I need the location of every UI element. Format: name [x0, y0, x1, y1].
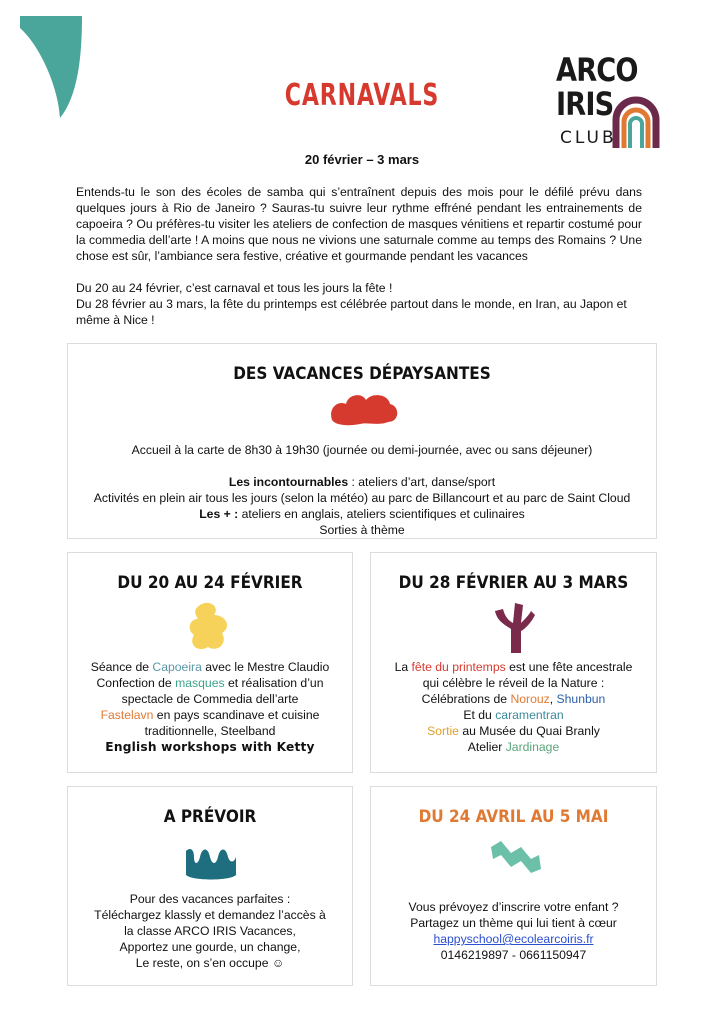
avril-list [371, 899, 656, 963]
contact-phones: 0146219897 - 0661150947 [440, 948, 587, 962]
logo-line-1: ARCO [556, 51, 638, 89]
page-title: CARNAVALS [284, 78, 440, 113]
fete-printemps-highlight: fête du printemps [411, 660, 506, 674]
incontournables-label: Les incontournables [228, 475, 349, 489]
mars-line-5 [371, 723, 656, 739]
jardinage-highlight: Jardinage [505, 740, 560, 754]
box-28-fevrier-3-mars [370, 552, 657, 773]
box-mars-title: DU 28 FÉVRIER AU 3 MARS [398, 573, 629, 593]
fevrier-line-6: English workshops with Ketty [105, 740, 315, 754]
vacances-incontournables [68, 474, 656, 490]
box-vacances-title: DES VACANCES DÉPAYSANTES [233, 364, 491, 384]
mars-l6a: Atelier [467, 740, 506, 754]
contact-email-link[interactable]: happyschool@ecolearcoiris.fr [433, 932, 594, 946]
box-24-avril-5-mai [370, 786, 657, 986]
box-vacances-depaysantes [67, 343, 657, 539]
dark-teal-wave-icon [184, 845, 238, 881]
mars-l1a: La [394, 660, 412, 674]
fevrier-line-1 [68, 659, 352, 675]
avril-line-1: Vous prévoyez d’inscrire votre enfant ? [408, 900, 619, 914]
plus-text: ateliers en anglais, ateliers scientifiques et culinaires [238, 507, 525, 521]
mars-line-3 [371, 691, 656, 707]
prevoir-line-2: Téléchargez klassly et demandez l’accès à [94, 908, 326, 922]
yellow-blob-icon [186, 601, 232, 653]
box-20-24-fevrier [67, 552, 353, 773]
mars-line-1 [371, 659, 656, 675]
vacances-sorties: Sorties à thème [319, 523, 405, 537]
logo-line-2: IRIS [556, 85, 614, 123]
fevrier-list [68, 659, 352, 755]
prevoir-line-5: Le reste, on s’en occupe ☺ [135, 956, 285, 970]
mars-l4a: Et du [463, 708, 496, 722]
fevrier-l2c: et réalisation d’un [224, 676, 324, 690]
prevoir-line-3: la classe ARCO IRIS Vacances, [124, 924, 296, 938]
page-dates: 20 février – 3 mars [304, 152, 420, 167]
caramentran-highlight: caramentran [495, 708, 564, 722]
shunbun-highlight: Shunbun [556, 692, 606, 706]
incontournables-text: : ateliers d’art, danse/sport [348, 475, 496, 489]
teal-squiggle-icon [487, 839, 543, 889]
prevoir-list [68, 891, 352, 971]
vacances-accueil: Accueil à la carte de 8h30 à 19h30 (journée ou demi-journée, avec ou sans déjeuner) [131, 443, 593, 457]
fevrier-l1a: Séance de [90, 660, 153, 674]
vacances-plein-air: Activités en plein air tous les jours (selon la météo) au parc de Billancourt et au parc de Saint Cloud [93, 491, 631, 505]
mars-line-4 [371, 707, 656, 723]
mars-l5b: au Musée du Quai Branly [458, 724, 600, 738]
prevoir-line-1: Pour des vacances parfaites : [129, 892, 291, 906]
intro-secondary [76, 280, 646, 328]
sortie-highlight: Sortie [427, 724, 459, 738]
intro-carnaval-line: Du 20 au 24 février, c’est carnaval et tous les jours la fête ! [76, 281, 393, 295]
fastelavn-highlight: Fastelavn [100, 708, 154, 722]
mars-line-2: qui célèbre le réveil de la Nature : [422, 676, 605, 690]
prevoir-line-4: Apportez une gourde, un change, [119, 940, 301, 954]
avril-line-2: Partagez un thème qui lui tient à cœur [410, 916, 617, 930]
fevrier-line-4 [68, 707, 352, 723]
intro-paragraph: Entends-tu le son des écoles de samba qui s’entraînent depuis des mois pour le défilé prévu dans quelques jours à Rio de Janeiro ? Sauras-tu suivre leur rythme effréné pendant les entrainements de capoeira ? Ou préfères-tu visiter les ateliers de confection de masques vénitiens et repartir costumé pour la commedia dell’arte ! A moins que nous ne vivions une saturnale comme au temps des Romains ? Une chose est sûr, l’ambiance sera festive, créative et gourmande pendant les vacances [76, 185, 642, 263]
mars-l3c: , [549, 692, 557, 706]
masques-highlight: masques [175, 676, 225, 690]
vacances-plus [68, 506, 656, 522]
box-fevrier-title: DU 20 AU 24 FÉVRIER [117, 573, 303, 593]
mars-line-6 [371, 739, 656, 755]
logo-line-3: CLUB [560, 128, 617, 148]
norouz-highlight: Norouz [510, 692, 550, 706]
box-a-prevoir [67, 786, 353, 986]
plus-label: Les + : [199, 507, 239, 521]
fevrier-line-3: spectacle de Commedia dell’arte [121, 692, 299, 706]
mars-l1c: est une fête ancestrale [505, 660, 633, 674]
fevrier-l1c: avec le Mestre Claudio [201, 660, 330, 674]
mars-list [371, 659, 656, 755]
plum-sprout-icon [495, 603, 535, 653]
box-prevoir-title: A PRÉVOIR [163, 807, 257, 827]
intro-printemps-line: Du 28 février au 3 mars, la fête du printemps est célébrée partout dans le monde, en Iran, au Japon et même à Nice ! [76, 297, 627, 327]
red-cloud-blob-icon [328, 392, 400, 426]
fevrier-l4b: en pays scandinave et cuisine [153, 708, 320, 722]
fevrier-l2a: Confection de [96, 676, 176, 690]
capoeira-highlight: Capoeira [152, 660, 202, 674]
fevrier-line-5: traditionnelle, Steelband [144, 724, 276, 738]
box-avril-title: DU 24 AVRIL AU 5 MAI [418, 807, 609, 827]
fevrier-line-2 [68, 675, 352, 691]
mars-l3a: Célébrations de [421, 692, 511, 706]
